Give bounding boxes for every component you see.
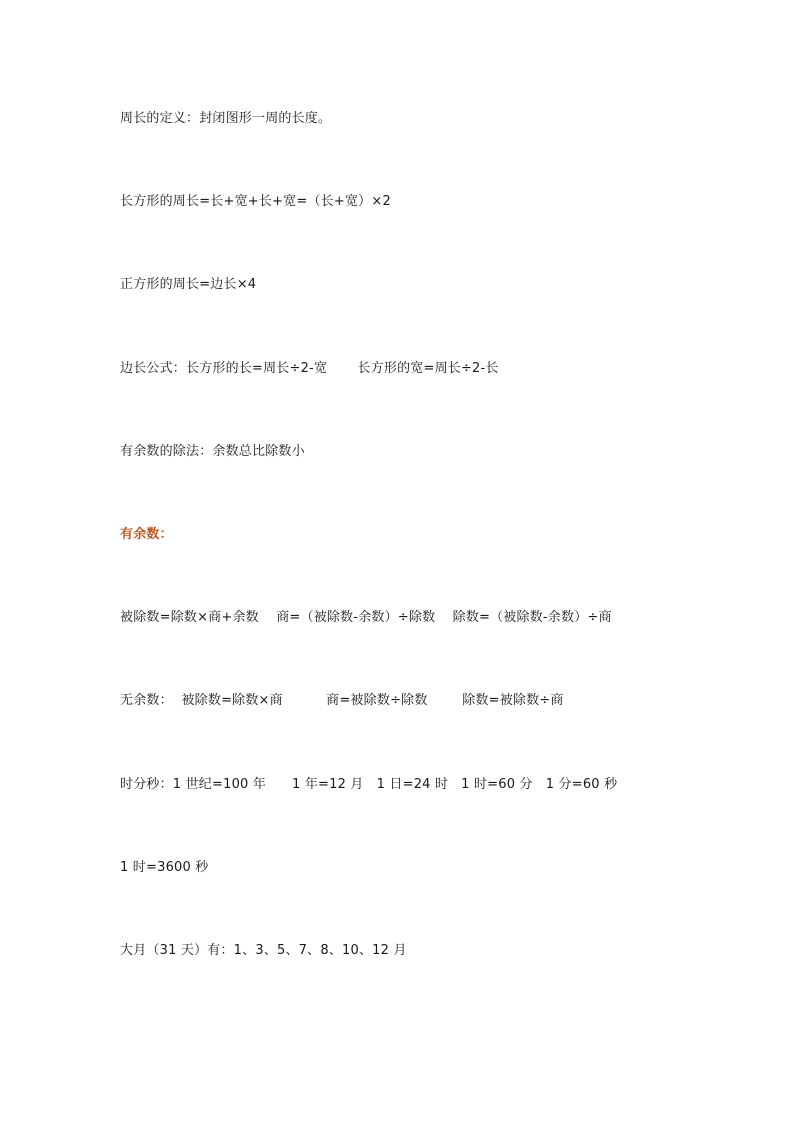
division-with-remainder-rule: 有余数的除法：余数总比除数小 xyxy=(120,444,305,459)
time-units: 时分秒：1 世纪=100 年 1 年=12 月 1 日=24 时 1 时=60 分 1 分=60 秒 xyxy=(120,777,618,792)
rectangle-perimeter-formula: 长方形的周长=长+宽+长+宽=（长+宽）×2 xyxy=(120,194,391,209)
remainder-formulas: 被除数=除数×商+余数 商=（被除数-余数）÷除数 除数=（被除数-余数）÷商 xyxy=(120,610,612,625)
side-length-formula: 边长公式：长方形的长=周长÷2-宽 长方形的宽=周长÷2-长 xyxy=(120,361,499,376)
perimeter-definition: 周长的定义：封闭图形一周的长度。 xyxy=(120,111,332,126)
long-months: 大月（31 天）有：1、3、5、7、8、10、12 月 xyxy=(120,943,407,958)
square-perimeter-formula: 正方形的周长=边长×4 xyxy=(120,277,257,292)
remainder-heading: 有余数： xyxy=(120,527,173,542)
no-remainder-formulas: 无余数： 被除数=除数×商 商=被除数÷除数 除数=被除数÷商 xyxy=(120,693,564,708)
hour-seconds: 1 时=3600 秒 xyxy=(120,860,209,875)
